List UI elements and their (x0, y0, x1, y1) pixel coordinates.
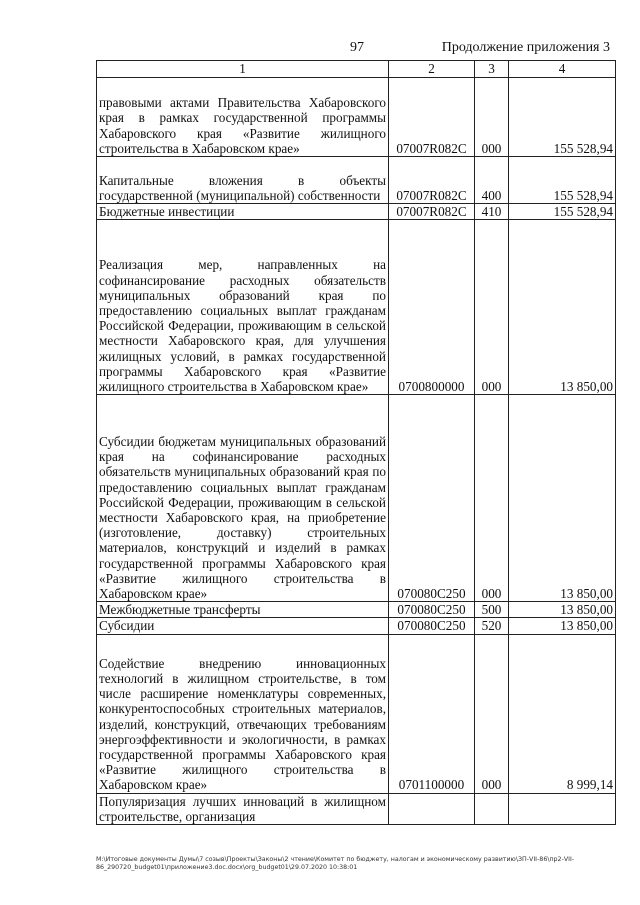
row-name-cell: Реализация мер, направленных на софинансирование расходных обязательств муниципальных образований края по предоставлению социальных выплат гражданам Российской Федерации, проживающим в сельской местности Хабаровского края, для улучшения жилищных условий, в рамках государственной программы Хабаровского края «Развитие жилищного строительства в Хабаровском крае» (97, 220, 389, 395)
row-name-cell: правовыми актами Правительства Хабаровского края в рамках государственной программы Хабаровского края «Развитие жилищного строительства в Хабаровском крае» (97, 78, 389, 157)
table-header-row (97, 61, 616, 78)
row-code-cell: 070080С250 (389, 602, 475, 618)
row-amount-cell: 155 528,94 (509, 157, 616, 204)
table-row (97, 204, 616, 220)
row-name-cell: Популяризация лучших инноваций в жилищном строительстве, организация (97, 793, 389, 824)
row-name-cell: Субсидии (97, 618, 389, 634)
table-row (97, 618, 616, 634)
column-header-4: 4 (509, 61, 616, 78)
table-row (97, 395, 616, 602)
row-type-cell: 500 (475, 602, 509, 618)
row-type-cell (475, 793, 509, 824)
table-row (97, 634, 616, 793)
row-amount-cell: 13 850,00 (509, 618, 616, 634)
row-name-cell: Содействие внедрению инновационных технологий в жилищном строительстве, в том числе расширение номенклатуры современных, конкурентоспособных строительных материалов, изделий, конструкций, отвечающих требованиям энергоэффективности и экологичности, в рамках государственной программы Хабаровского края «Развитие жилищного строительства в Хабаровском крае» (97, 634, 389, 793)
row-code-cell: 070080С250 (389, 618, 475, 634)
column-header-2: 2 (389, 61, 475, 78)
row-code-cell: 07007R082C (389, 204, 475, 220)
row-type-cell: 000 (475, 78, 509, 157)
file-path-footer: M:\Итоговые документы Думы\7 созыв\Проекты\Законы\2 чтение\Комитет по бюджету, налогам и экономическому развитию\ЗП-VII-86\пр2-VII-86_290720_budget01\приложение3.doc.docx\org_budget01\29.07.2020 10:38:01 (96, 856, 575, 871)
row-type-cell: 400 (475, 157, 509, 204)
table-row (97, 602, 616, 618)
row-amount-cell: 155 528,94 (509, 204, 616, 220)
row-type-cell: 520 (475, 618, 509, 634)
page-number: 97 (350, 40, 364, 55)
row-name-cell: Бюджетные инвестиции (97, 204, 389, 220)
row-name-cell: Субсидии бюджетам муниципальных образований края на софинансирование расходных обязательств муниципальных образований края по предоставлению социальных выплат гражданам Российской Федерации, проживающим в сельской местности Хабаровского края, на приобретение (изготовление, доставку) строительных материалов, конструкций и изделий в рамках государственной программы Хабаровского края «Развитие жилищного строительства в Хабаровском крае» (97, 395, 389, 602)
row-amount-cell: 8 999,14 (509, 634, 616, 793)
row-type-cell: 410 (475, 204, 509, 220)
row-code-cell (389, 793, 475, 824)
row-code-cell: 0700800000 (389, 220, 475, 395)
column-header-1: 1 (97, 61, 389, 78)
row-amount-cell: 155 528,94 (509, 78, 616, 157)
row-amount-cell: 13 850,00 (509, 220, 616, 395)
row-code-cell: 070080С250 (389, 395, 475, 602)
row-amount-cell (509, 793, 616, 824)
row-type-cell: 000 (475, 220, 509, 395)
table-row (97, 78, 616, 157)
row-amount-cell: 13 850,00 (509, 602, 616, 618)
row-name-cell: Капитальные вложения в объекты государственной (муниципальной) собственности (97, 157, 389, 204)
row-code-cell: 07007R082C (389, 78, 475, 157)
row-code-cell: 0701100000 (389, 634, 475, 793)
table-row (97, 220, 616, 395)
row-amount-cell: 13 850,00 (509, 395, 616, 602)
budget-table (96, 60, 616, 825)
column-header-3: 3 (475, 61, 509, 78)
row-name-cell: Межбюджетные трансферты (97, 602, 389, 618)
row-type-cell: 000 (475, 395, 509, 602)
continuation-label: Продолжение приложения 3 (441, 40, 610, 55)
row-type-cell: 000 (475, 634, 509, 793)
table-row (97, 793, 616, 824)
row-code-cell: 07007R082C (389, 157, 475, 204)
table-row (97, 157, 616, 204)
